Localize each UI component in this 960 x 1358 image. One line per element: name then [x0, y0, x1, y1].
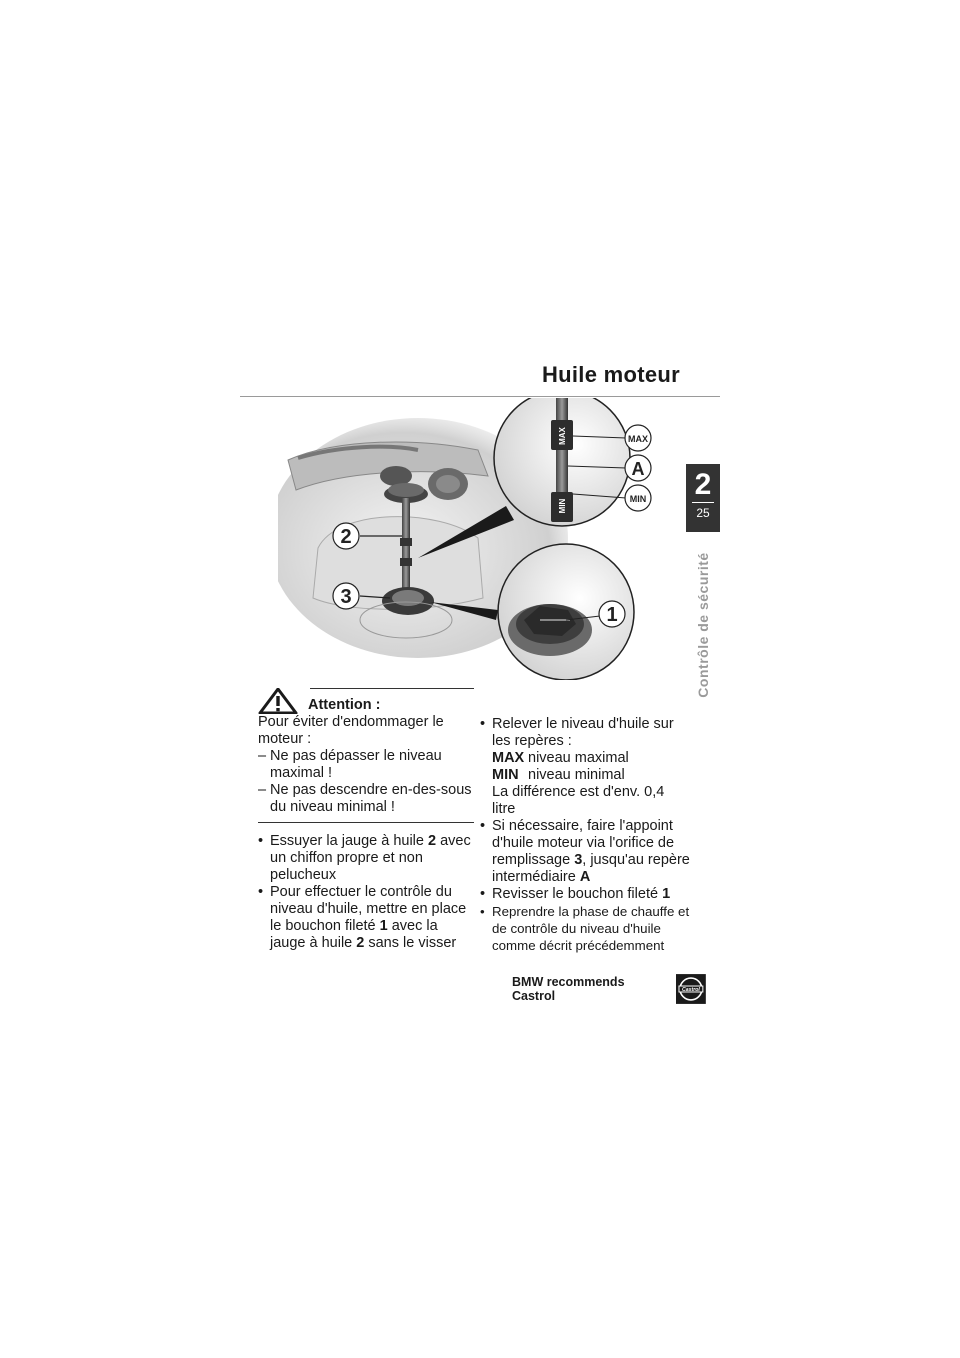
warning-box — [258, 688, 474, 823]
section-title: Contrôle de sécurité — [695, 552, 711, 698]
step-repeat-check — [480, 903, 690, 954]
step-text: Reprendre la phase de chauffe et de contrôle du niveau d'huile comme décrit précédemment — [492, 904, 690, 953]
bullet-mark: • — [258, 833, 264, 849]
ref-number: 1 — [379, 918, 388, 934]
warning-header — [258, 688, 474, 714]
chapter-divider — [692, 502, 714, 503]
level-value: niveau minimal — [528, 767, 625, 783]
bullet-mark: • — [480, 904, 485, 919]
ref-number: 3 — [574, 852, 583, 868]
ref-letter: A — [579, 869, 591, 885]
castrol-logo-icon — [676, 974, 706, 1004]
right-column — [480, 716, 690, 954]
callout-min: MIN — [629, 494, 647, 504]
left-column — [258, 688, 474, 952]
warning-intro: Pour éviter d'endommager le moteur : — [258, 714, 444, 747]
chapter-tab — [686, 464, 720, 532]
level-min-row — [492, 767, 690, 784]
step-top-up — [480, 818, 690, 886]
step-text: avec un chiffon propre et non pelucheux — [270, 833, 471, 883]
bullet-mark: • — [480, 886, 486, 902]
ref-number: 2 — [356, 935, 365, 951]
warning-item — [258, 748, 474, 782]
step-text: Essuyer la jauge à huile — [270, 833, 428, 849]
step-text: Relever le niveau d'huile sur les repères : — [492, 716, 674, 749]
step-read-level — [480, 716, 690, 750]
callout-2: 2 — [340, 526, 352, 548]
bullet-mark: • — [258, 884, 264, 900]
warning-item-text: Ne pas dépasser le niveau maximal ! — [270, 748, 442, 781]
callout-3: 3 — [340, 586, 352, 608]
step-text: Revisser le bouchon fileté — [492, 886, 663, 902]
page-title: Huile moteur — [541, 362, 680, 387]
step-text: sans le visser — [364, 935, 457, 951]
step-text: , jusqu'au repère intermédiaire — [492, 852, 690, 885]
castrol-logo-text: Castrol — [682, 986, 700, 993]
callout-max: MAX — [628, 434, 648, 444]
dipstick-min-mark: MIN — [558, 498, 567, 514]
level-value: niveau maximal — [528, 750, 629, 766]
step-screw-cap — [480, 886, 690, 903]
callout-1: 1 — [606, 604, 618, 626]
chapter-number: 2 — [694, 468, 712, 501]
bullet-mark: • — [480, 716, 486, 732]
footer-branding — [512, 974, 706, 1004]
step-wipe-dipstick — [258, 833, 474, 884]
warning-title: Attention : — [308, 697, 381, 713]
step-insert-cap — [258, 884, 474, 952]
page-number: 25 — [696, 506, 710, 520]
ref-number: 2 — [428, 833, 437, 849]
bullet-mark: • — [480, 818, 486, 834]
step-text: avec la jauge à huile — [270, 918, 438, 951]
ref-number: 1 — [662, 886, 671, 902]
dipstick-max-mark: MAX — [558, 427, 567, 445]
warning-triangle-icon — [258, 688, 298, 714]
level-key: MIN — [492, 767, 519, 783]
level-max-row — [492, 750, 690, 767]
level-key: MAX — [492, 750, 525, 766]
step-text: Pour effectuer le contrôle du niveau d'huile, mettre en place le bouchon fileté — [270, 884, 467, 934]
footer-text: BMW recommends Castrol — [512, 975, 625, 1003]
level-difference: La différence est d'env. 0,4 litre — [492, 784, 665, 817]
warning-item — [258, 782, 474, 816]
dash-mark: – — [258, 748, 267, 764]
title-rule — [240, 396, 720, 397]
dash-mark: – — [258, 782, 267, 798]
step-text: Si nécessaire, faire l'appoint d'huile moteur via l'orifice de remplissage — [492, 818, 675, 868]
warning-item-text: Ne pas descendre en-des-sous du niveau minimal ! — [270, 782, 472, 815]
callout-a: A — [631, 459, 645, 479]
oil-dipstick-illustration — [278, 398, 678, 680]
